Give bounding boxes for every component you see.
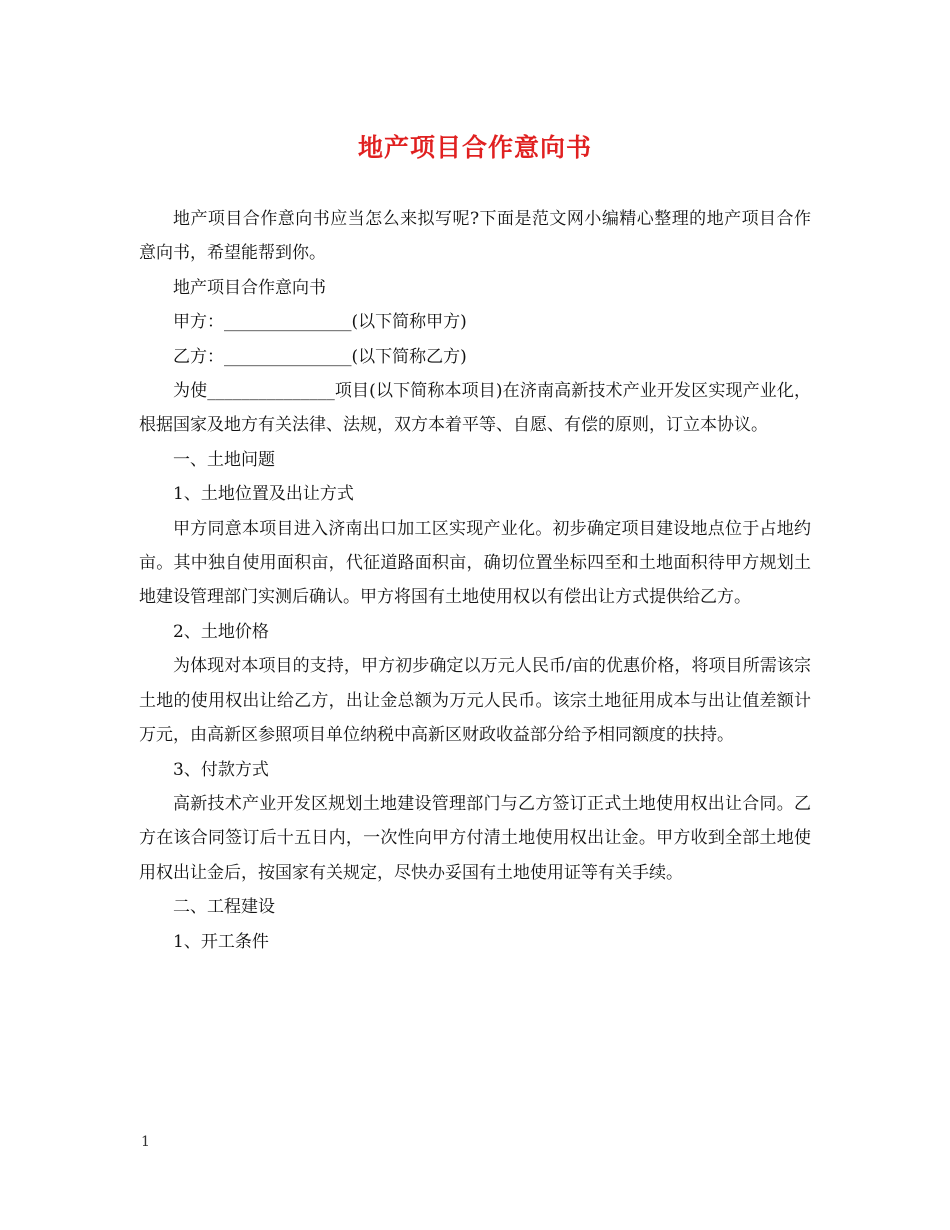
paragraph-party-b: 乙方：_______________(以下简称乙方) (173, 346, 467, 367)
page-number: 1 (141, 1134, 150, 1150)
section-heading-construction: 二、工程建设 (173, 897, 275, 918)
paragraph-intro: 地产项目合作意向书应当怎么来拟写呢?下面是范文网小编精心整理的地产项目合作意向书，希望能帮到你。 (139, 209, 811, 264)
paragraph-party-a: 甲方：_______________(以下简称甲方) (173, 312, 467, 333)
subsection-heading-payment: 3、付款方式 (173, 759, 269, 780)
document-body (139, 202, 811, 959)
paragraph-payment: 高新技术产业开发区规划土地建设管理部门与乙方签订正式土地使用权出让合同。乙方在该合同签订后十五日内，一次性向甲方付清土地使用权出让金。甲方收到全部土地使用权出让金后，按国家有关规定，尽快办妥国有土地使用证等有关手续。 (139, 793, 811, 883)
paragraph-location: 甲方同意本项目进入济南出口加工区实现产业化。初步确定项目建设地点位于占地约亩。其中独自使用面积亩，代征道路面积亩，确切位置坐标四至和土地面积待甲方规划土地建设管理部门实测后确认。甲方将国有土地使用权以有偿出让方式提供给乙方。 (139, 518, 811, 608)
paragraph-purpose: 为使_______________项目(以下简称本项目)在济南高新技术产业开发区实现产业化，根据国家及地方有关法律、法规，双方本着平等、自愿、有偿的原则，订立本协议。 (139, 381, 811, 436)
document-title: 地产项目合作意向书 (357, 133, 592, 162)
subsection-heading-location: 1、土地位置及出让方式 (173, 484, 354, 505)
subsection-heading-start-conditions: 1、开工条件 (173, 931, 269, 952)
subsection-heading-price: 2、土地价格 (173, 621, 269, 642)
paragraph-heading: 地产项目合作意向书 (173, 277, 326, 298)
paragraph-price: 为体现对本项目的支持，甲方初步确定以万元人民币/亩的优惠价格，将项目所需该宗土地的使用权出让给乙方，出让金总额为万元人民币。该宗土地征用成本与出让值差额计万元，由高新区参照项目单位纳税中高新区财政收益部分给予相同额度的扶持。 (139, 656, 811, 746)
section-heading-land: 一、土地问题 (173, 449, 275, 470)
